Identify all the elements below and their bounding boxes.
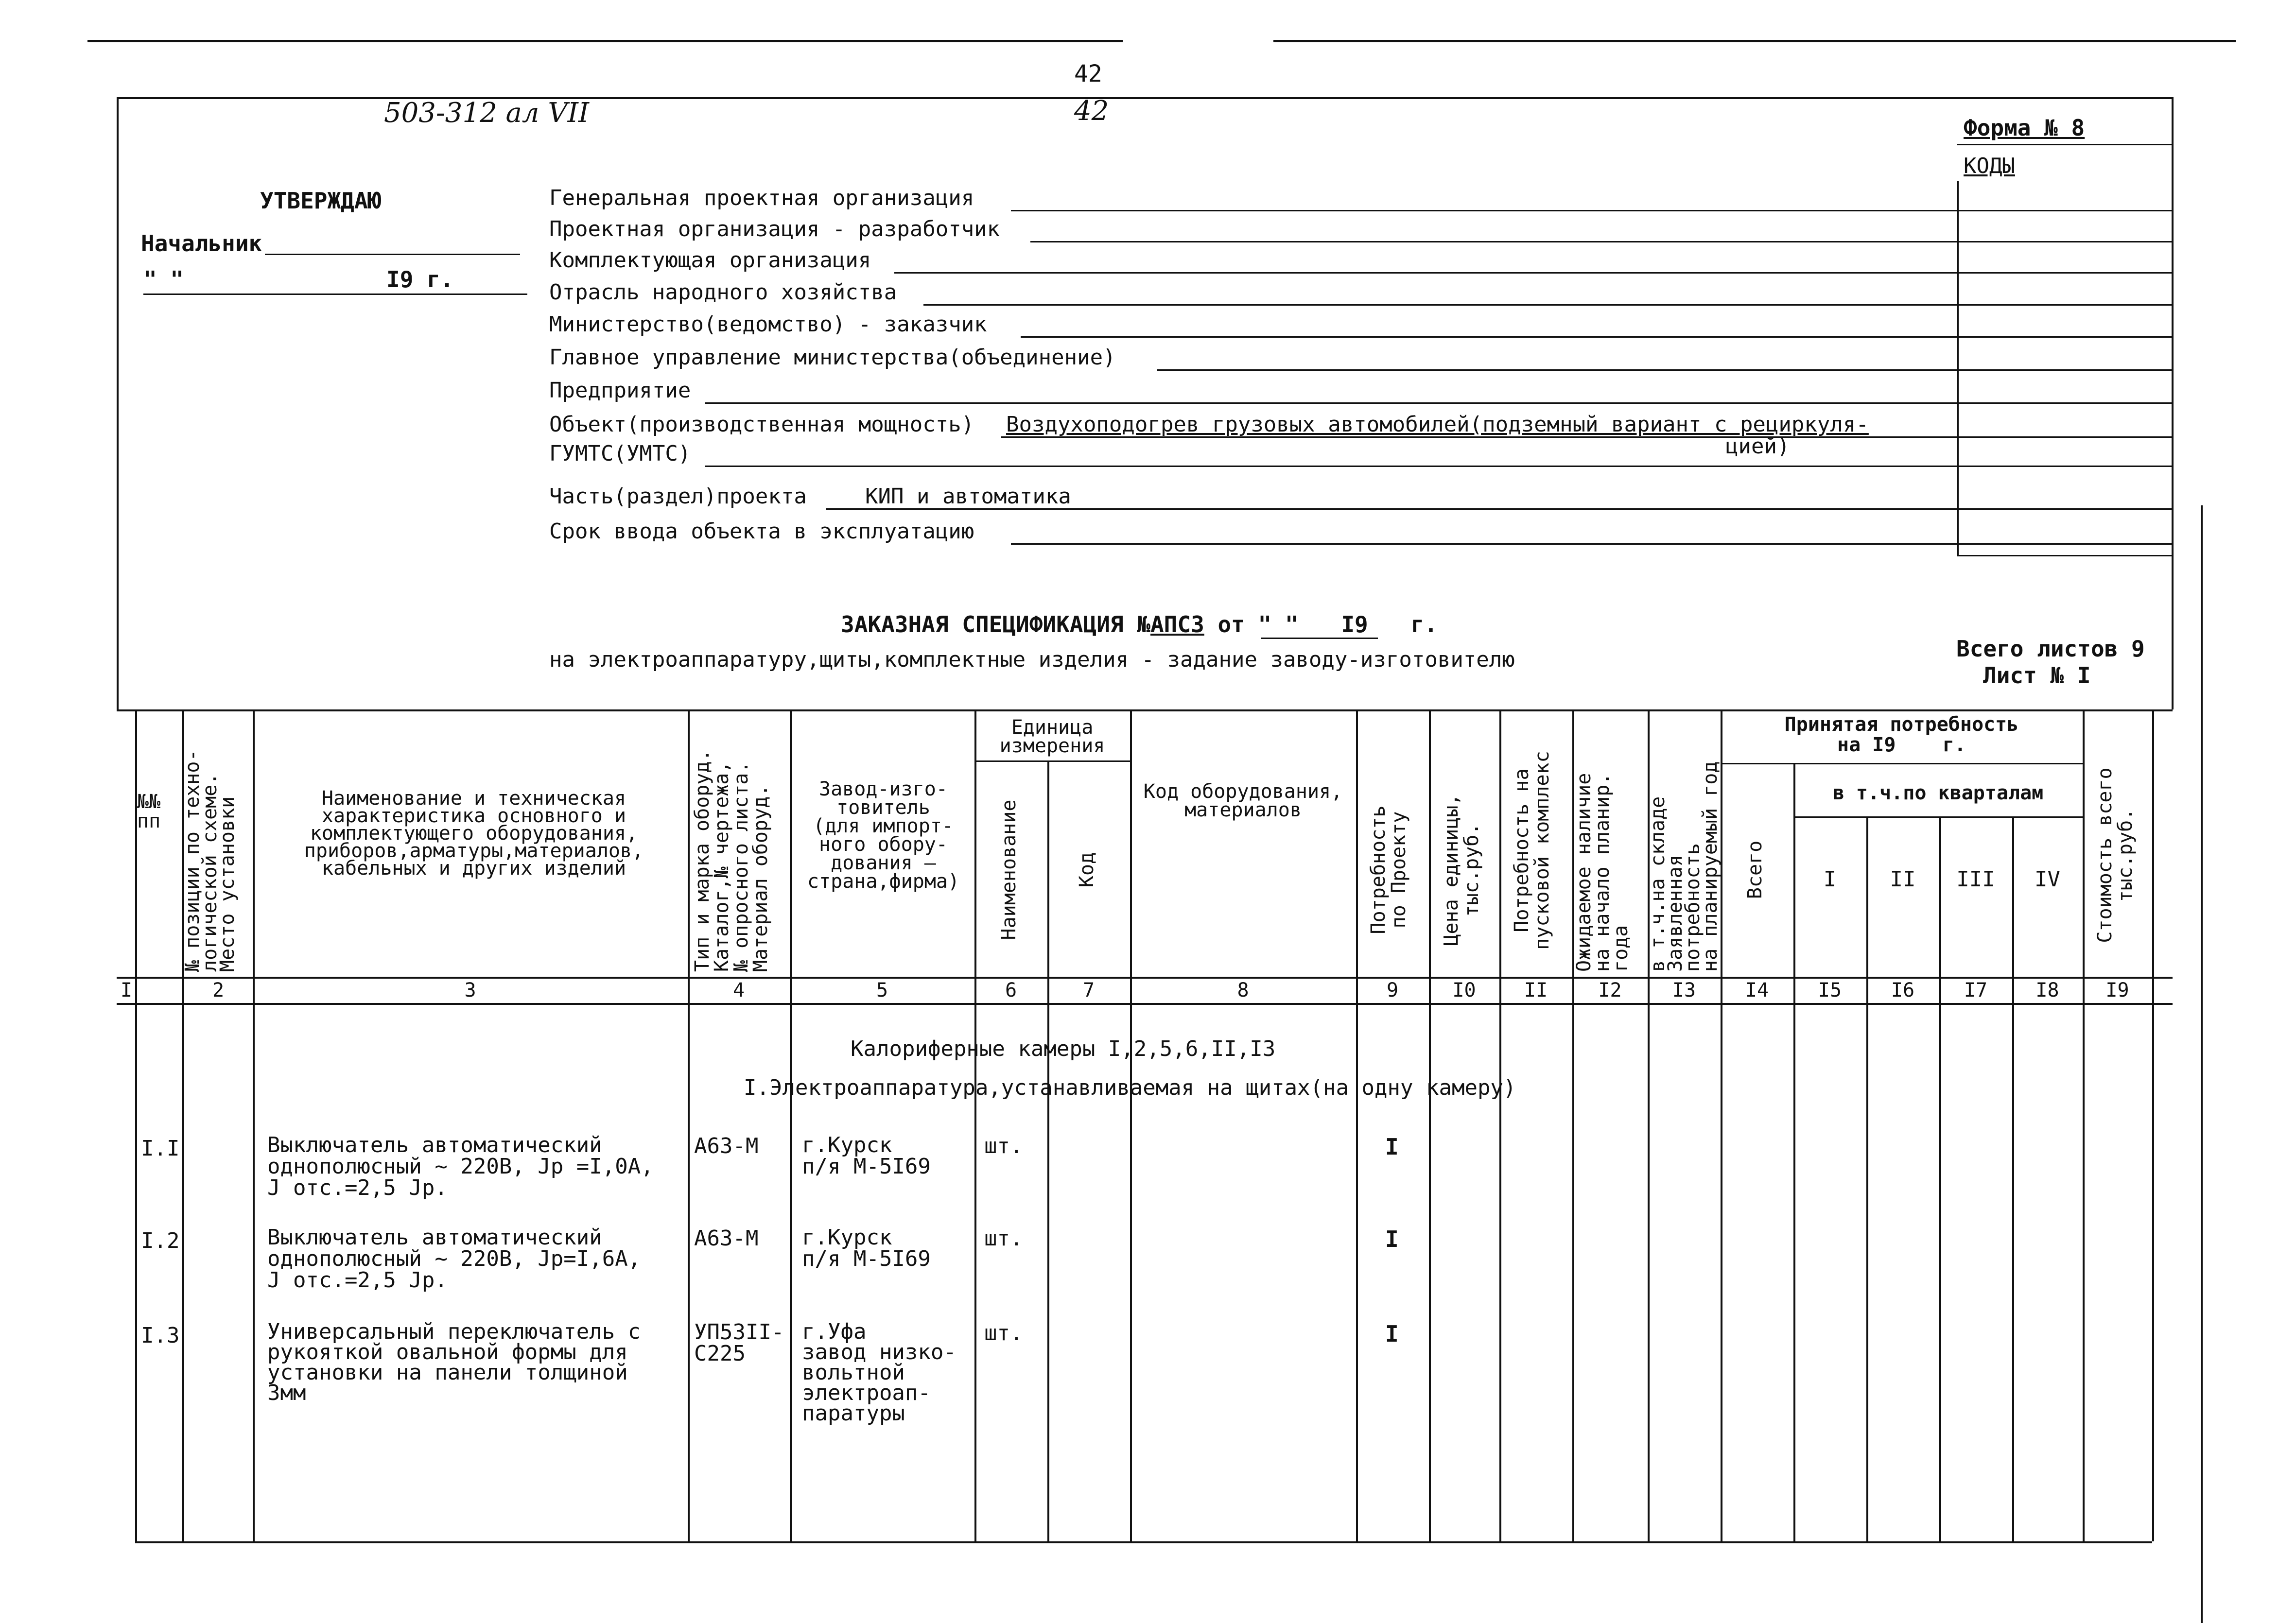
col-number: 2 xyxy=(212,979,225,1001)
handwritten-page-number: 42 xyxy=(1074,95,1109,127)
org-field-label: Срок ввода объекта в эксплуатацию xyxy=(549,519,974,544)
row-qty: I xyxy=(1385,1226,1399,1252)
form-right-border xyxy=(2172,97,2174,709)
org-field-label: Предприятие xyxy=(549,378,691,403)
col-number: 7 xyxy=(1082,979,1095,1001)
header-quarters-group: в т.ч.по кварталам xyxy=(1832,782,2044,804)
col-number: 3 xyxy=(464,979,476,1001)
header-unit-code: Код xyxy=(1076,852,1098,888)
chief-signature-line xyxy=(265,254,520,255)
col-number: 5 xyxy=(876,979,888,1001)
row-unit: шт. xyxy=(984,1226,1023,1251)
spec-year-suffix: г. xyxy=(1410,611,1438,638)
row-maker: г.Уфа завод низко- вольтной электроап- паратуры xyxy=(802,1319,957,1426)
spec-number: АПС3 xyxy=(1150,611,1204,638)
col-line xyxy=(253,709,255,1541)
header-unit-group: Единица измерения xyxy=(999,716,1105,757)
codes-label: КОДЫ xyxy=(1964,154,2015,178)
table-top-border xyxy=(117,709,2173,711)
quarters-group-line xyxy=(1793,816,2083,818)
header-q2: II xyxy=(1890,867,1916,892)
col-number: I2 xyxy=(1598,979,1622,1001)
row-unit: шт. xyxy=(984,1321,1023,1346)
org-field-line xyxy=(1030,241,2172,242)
col-line xyxy=(2083,709,2085,1541)
col-line xyxy=(1866,816,1868,1541)
date-line xyxy=(143,294,527,295)
row-type: А63-М xyxy=(694,1226,759,1251)
col-number: I xyxy=(120,979,133,1001)
handwritten-code: 503-312 ал VII xyxy=(384,97,590,129)
codes-line xyxy=(1957,144,2172,145)
col-line xyxy=(135,709,137,1541)
header-bottom-line xyxy=(117,977,2173,979)
org-field-label: Объект(производственная мощность) xyxy=(549,412,974,437)
header-declared-need: в т.ч.на складе Заявленная потребность на планируемый год xyxy=(1647,761,1722,972)
header-maker: Завод-изго- товитель (для импорт- ного обору- дования — страна,фирма) xyxy=(807,778,960,893)
org-field-label: Министерство(ведомство) - заказчик xyxy=(549,312,987,337)
org-field-label: Генеральная проектная организация xyxy=(549,186,974,210)
col-number-line xyxy=(117,1003,2173,1005)
col-line xyxy=(688,709,690,1541)
org-field-label: Проектная организация - разработчик xyxy=(549,217,1000,242)
unit-group-line xyxy=(974,760,1130,762)
col-line xyxy=(2152,709,2154,1541)
codes-bottom-line xyxy=(1957,555,2172,556)
org-field-line xyxy=(894,272,2172,274)
org-field-label: Часть(раздел)проекта xyxy=(549,484,807,509)
table-bottom-border xyxy=(135,1541,2152,1543)
col-number: 6 xyxy=(1005,979,1017,1001)
header-expected-stock: Ожидаемое наличие на начало планир. года xyxy=(1573,773,1632,972)
header-startup-need: Потребность на пусковой комплекс xyxy=(1511,751,1553,950)
col-line xyxy=(1939,816,1941,1541)
row-maker: г.Курск п/я М-5I69 xyxy=(802,1225,931,1271)
col-number: I5 xyxy=(1818,979,1842,1001)
col-line xyxy=(2012,816,2014,1541)
org-field-label: Отрасль народного хозяйства xyxy=(549,280,897,305)
accepted-group-line xyxy=(1721,763,2083,764)
header-type: Тип и марка оборуд. Каталог,№ чертежа, № опросного листа. Материал оборуд. xyxy=(691,749,772,972)
row-unit: шт. xyxy=(984,1134,1023,1158)
header-q4: IV xyxy=(2035,867,2060,892)
col-line xyxy=(1047,760,1049,1541)
row-name: Универсальный переключатель с рукояткой овальной формы для установки на панели толщиной 3мм xyxy=(267,1319,641,1405)
col-line xyxy=(1130,709,1132,1541)
row-qty: I xyxy=(1385,1321,1399,1347)
header-q1: I xyxy=(1823,867,1837,892)
header-position: № позиции по техно- логической схеме. Место установки xyxy=(181,749,239,972)
row-qty: I xyxy=(1385,1134,1399,1160)
section-title: Калориферные камеры I,2,5,6,II,I3 xyxy=(851,1036,1276,1061)
col-number: 8 xyxy=(1237,979,1249,1001)
org-field-label: Главное управление министерства(объединение) xyxy=(549,345,1116,370)
col-number: I8 xyxy=(2035,979,2059,1001)
col-line xyxy=(1356,709,1358,1541)
spec-year: I9 xyxy=(1341,611,1368,638)
header-equipment-code: Код оборудования, материалов xyxy=(1143,780,1343,821)
header-name: Наименование и техническая характеристика основного и комплектующего оборудования, приборов,арматуры,материалов, кабельных и других изделий xyxy=(304,787,644,880)
header-total-cost: Стоимость всего тыс.руб. xyxy=(2094,767,2137,943)
org-field-line xyxy=(1011,543,2172,545)
col-number: 4 xyxy=(732,979,745,1001)
approval-title: УТВЕРЖДАЮ xyxy=(260,188,382,214)
row-maker: г.Курск п/я М-5I69 xyxy=(802,1133,931,1179)
approval-chief: Начальник xyxy=(141,230,262,257)
row-name: Выключатель автоматический однополюсный ~ 220В, Jр=I,6А, J отс.=2,5 Jр. xyxy=(267,1225,641,1293)
approval-date: " " xyxy=(143,266,184,293)
col-line xyxy=(974,709,976,1541)
org-field-label: Комплектующая организация xyxy=(549,248,871,273)
col-number: I0 xyxy=(1452,979,1476,1001)
org-field-line xyxy=(1021,336,2172,338)
org-field-line xyxy=(1001,436,2172,438)
form-left-border xyxy=(117,97,119,709)
org-field-line xyxy=(826,508,2172,510)
org-field-value: КИП и автоматика xyxy=(865,484,1071,509)
header-q3: III xyxy=(1956,867,1995,892)
org-field-line xyxy=(923,304,2172,306)
header-unit-name: Наименование xyxy=(998,799,1020,940)
col-number: I7 xyxy=(1964,979,1988,1001)
row-type: А63-М xyxy=(694,1134,759,1158)
scan-margin-line xyxy=(2201,505,2203,1623)
col-number: I6 xyxy=(1891,979,1915,1001)
col-number: I9 xyxy=(2105,979,2129,1001)
header-project-need: Потребность по Проекту xyxy=(1367,805,1410,934)
org-field-value: Воздухоподогрев грузовых автомобилей(подземный вариант с рециркуля- xyxy=(1006,412,1869,437)
row-name: Выключатель автоматический однополюсный ~ 220В, Jр =I,0А, J отс.=2,5 Jр. xyxy=(267,1133,654,1200)
org-field-line xyxy=(1157,369,2172,371)
col-number: 9 xyxy=(1386,979,1399,1001)
row-number: I.2 xyxy=(141,1228,180,1253)
sheet-number: Лист № I xyxy=(1983,662,2091,689)
top-edge-line-right xyxy=(1273,40,2236,42)
header-unit-price: Цена единицы, тыс.руб. xyxy=(1440,794,1483,946)
col-number: I4 xyxy=(1745,979,1769,1001)
approval-year: I9 г. xyxy=(386,266,454,293)
col-line xyxy=(1429,709,1431,1541)
col-number: II xyxy=(1524,979,1548,1001)
row-number: I.3 xyxy=(141,1323,180,1348)
row-number: I.I xyxy=(141,1136,180,1161)
col-number: I3 xyxy=(1672,979,1696,1001)
header-row-number: №№ пп xyxy=(137,791,161,832)
row-type: УП53II- С225 xyxy=(694,1320,784,1366)
org-field-line xyxy=(1011,210,2172,211)
page-number: 42 xyxy=(1074,60,1102,87)
spec-title-prefix: ЗАКАЗНАЯ СПЕЦИФИКАЦИЯ № xyxy=(841,611,1150,638)
col-line xyxy=(790,709,792,1541)
total-sheets: Всего листов 9 xyxy=(1956,636,2145,662)
org-field-label: ГУМТС(УМТС) xyxy=(549,441,691,466)
org-field-value: цией) xyxy=(1725,434,1790,459)
org-field-line xyxy=(705,466,2172,467)
spec-date: от " " xyxy=(1218,611,1299,638)
codes-column-left xyxy=(1957,181,1959,555)
spec-subtitle: на электроаппаратуру,щиты,комплектные изделия - задание заводу-изготовителю xyxy=(549,647,1515,672)
form-label: Форма № 8 xyxy=(1964,115,2085,141)
spec-title xyxy=(841,612,1438,637)
col-line xyxy=(1499,709,1501,1541)
header-accepted-group: Принятая потребность на I9 г. xyxy=(1784,713,2019,756)
section-subtitle: I.Электроаппаратура,устанавливаемая на щитах(на одну камеру) xyxy=(744,1075,1516,1100)
top-edge-line xyxy=(87,40,1123,42)
spec-date-line xyxy=(1261,638,1378,639)
org-field-line xyxy=(705,402,2172,404)
header-total: Всего xyxy=(1744,840,1766,899)
